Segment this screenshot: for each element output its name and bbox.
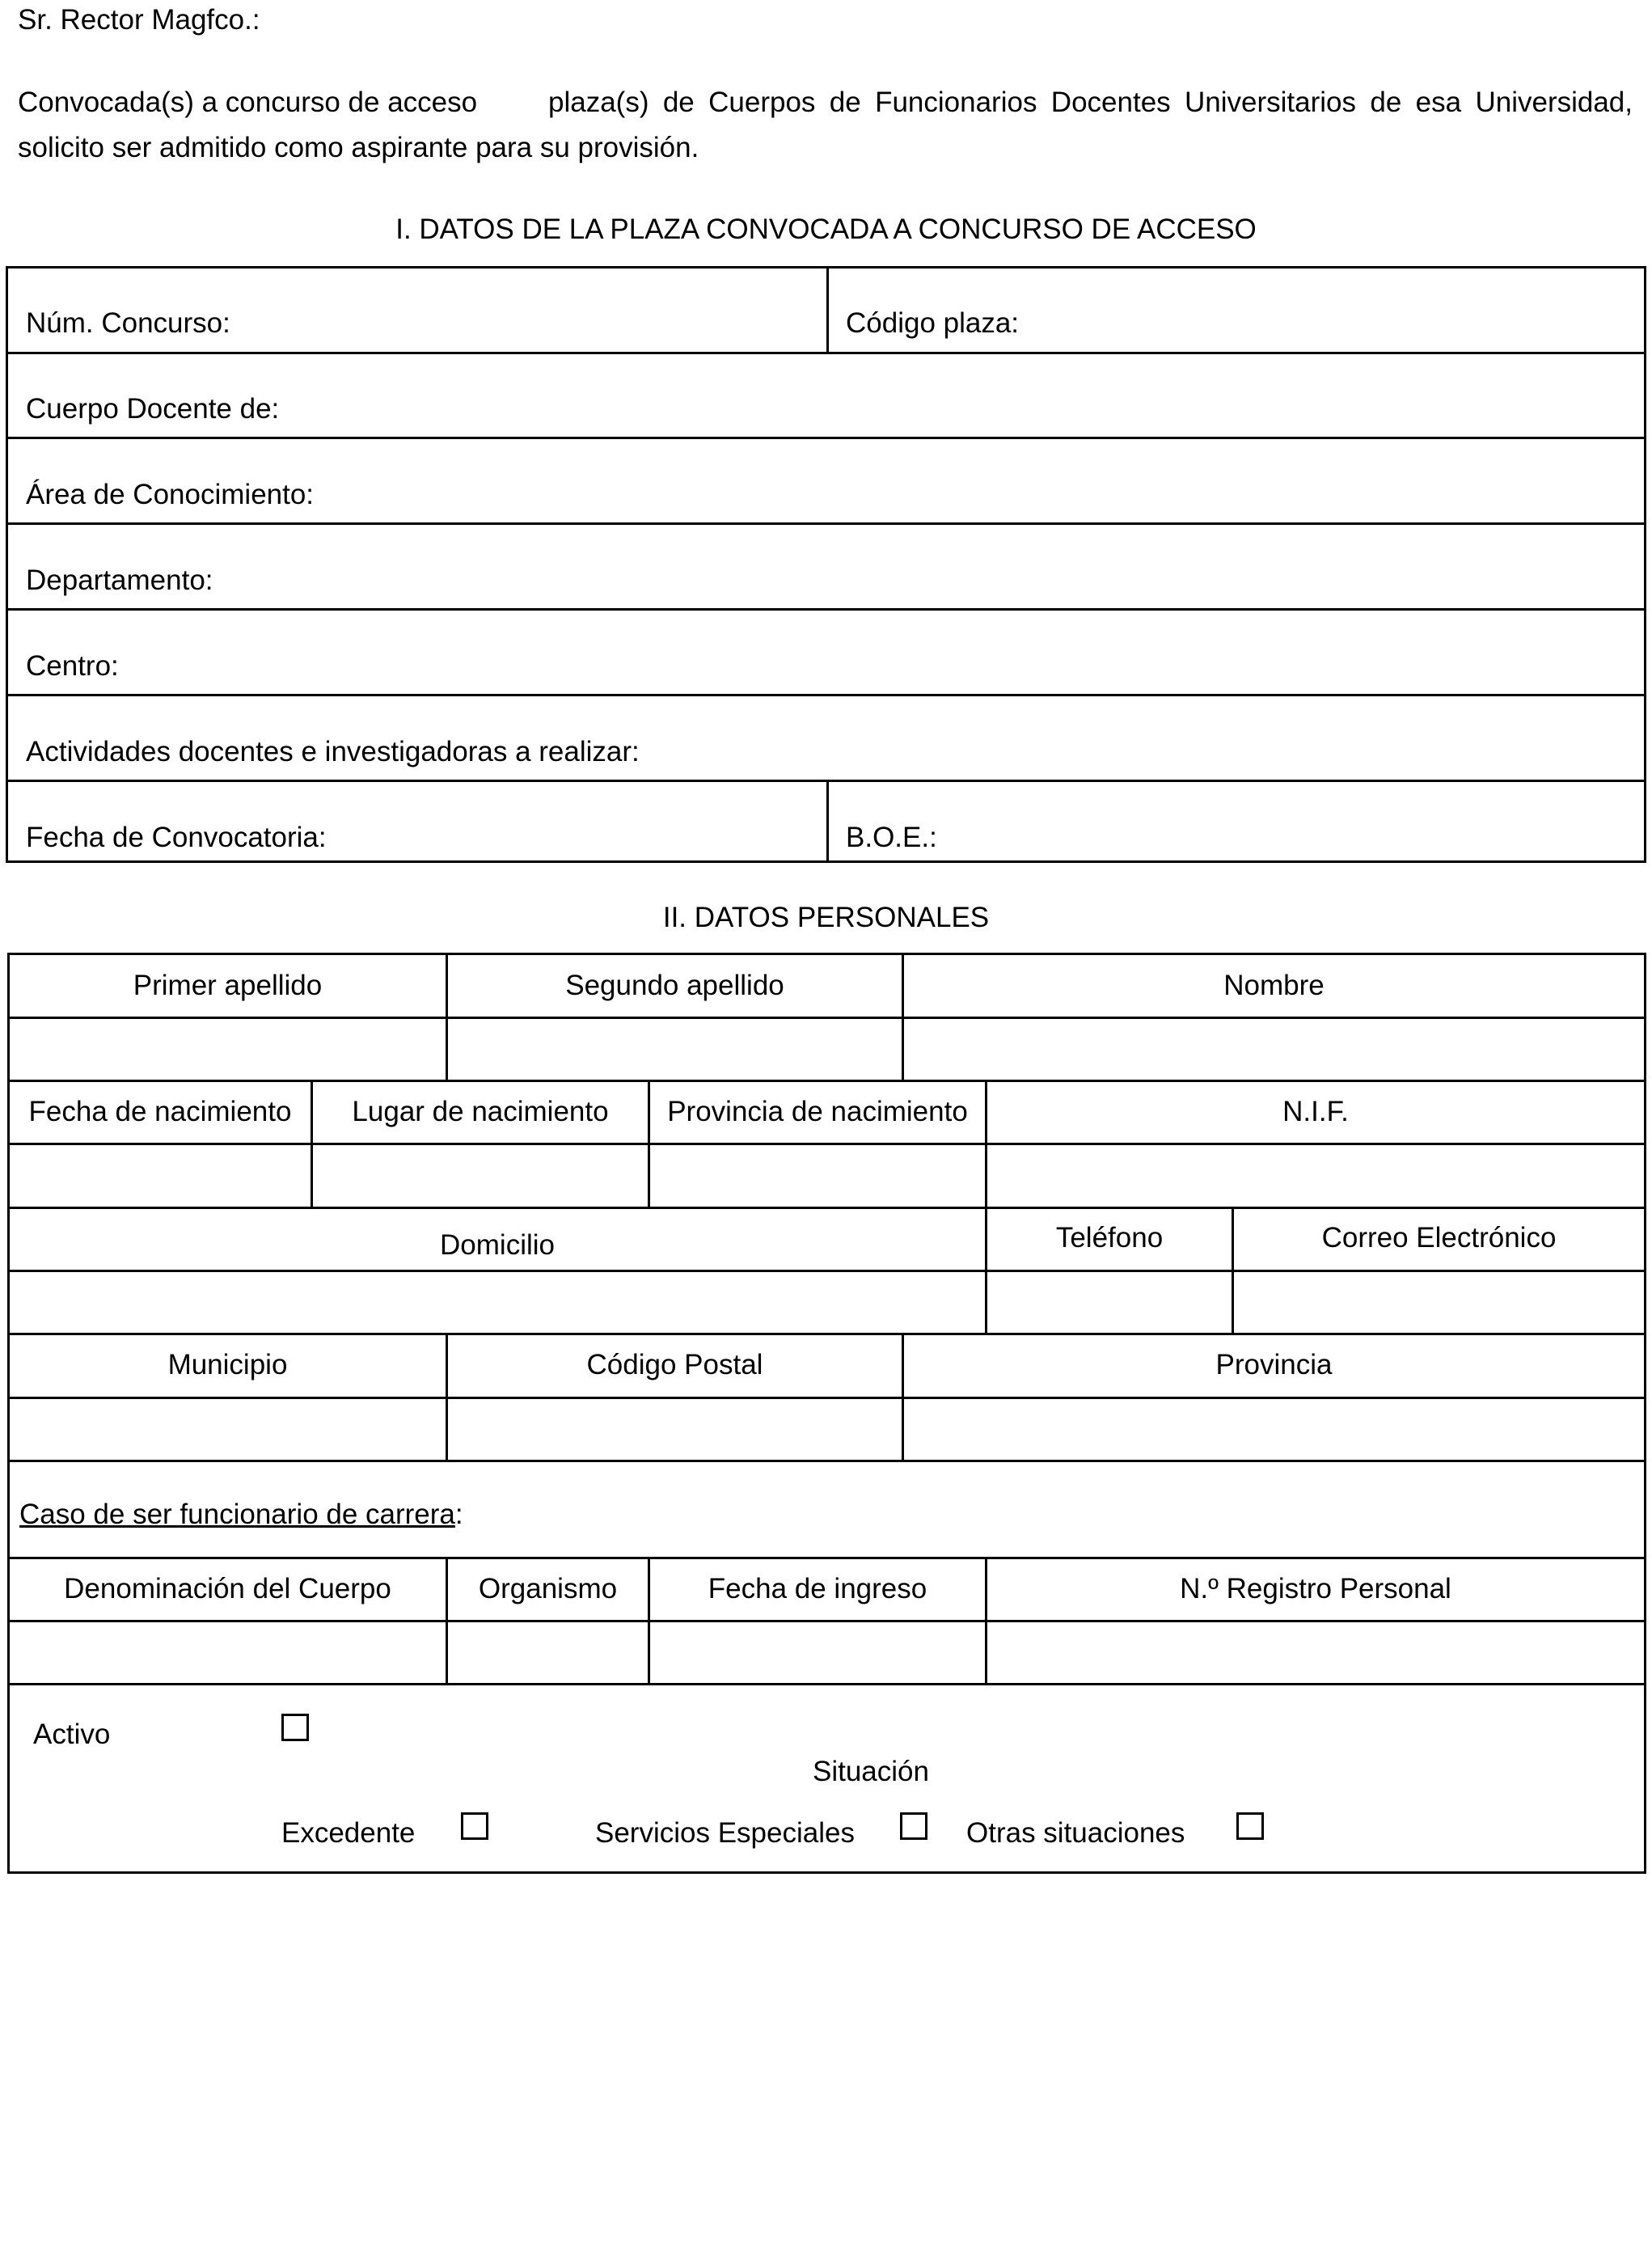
row-divider [10, 1270, 1644, 1272]
primer-apellido-input[interactable] [18, 1023, 438, 1073]
codigo-postal-input[interactable] [456, 1403, 893, 1455]
segundo-apellido-header: Segundo apellido [565, 970, 784, 1001]
otras-situaciones-label: Otras situaciones [966, 1817, 1185, 1849]
fecha-nacimiento-input[interactable] [18, 1149, 304, 1201]
activo-checkbox[interactable] [281, 1714, 309, 1741]
area-label: Área de Conocimiento: [26, 479, 315, 510]
num-concurso-input[interactable] [267, 301, 817, 346]
col-divider [826, 268, 829, 352]
plaza-data-table [6, 266, 1646, 863]
provincia-header: Provincia [1215, 1349, 1333, 1380]
salutation: Sr. Rector Magfco.: [18, 4, 260, 36]
num-concurso-label: Núm. Concurso: [26, 307, 230, 339]
row-divider [8, 608, 1644, 611]
row-divider [10, 1557, 1644, 1559]
codigo-postal-header: Código Postal [586, 1349, 763, 1380]
excedente-checkbox[interactable] [461, 1812, 488, 1840]
actividades-label: Actividades docentes e investigadoras a realizar: [26, 736, 640, 767]
row-divider [8, 694, 1644, 696]
boe-input[interactable] [954, 815, 1625, 860]
denominacion-input[interactable] [18, 1626, 438, 1678]
nif-header: N.I.F. [1282, 1096, 1349, 1127]
segundo-apellido-input[interactable] [456, 1023, 893, 1073]
row-divider [10, 1017, 1644, 1019]
nif-input[interactable] [994, 1149, 1637, 1201]
departamento-label: Departamento: [26, 564, 213, 596]
row-divider [10, 1080, 1644, 1082]
fecha-nacimiento-header: Fecha de nacimiento [28, 1096, 292, 1127]
provincia-nacimiento-input[interactable] [657, 1149, 978, 1201]
correo-input[interactable] [1240, 1276, 1637, 1328]
fecha-ingreso-header: Fecha de ingreso [708, 1573, 927, 1604]
personal-data-table [7, 953, 1646, 1874]
servicios-especiales-checkbox[interactable] [900, 1812, 927, 1840]
cuerpo-docente-input[interactable] [315, 387, 1625, 432]
codigo-plaza-input[interactable] [1059, 301, 1625, 346]
situacion-label: Situación [813, 1756, 929, 1787]
domicilio-input[interactable] [18, 1276, 978, 1328]
municipio-header: Municipio [167, 1349, 288, 1380]
row-divider [10, 1397, 1644, 1399]
correo-header: Correo Electrónico [1321, 1222, 1557, 1254]
organismo-header: Organismo [478, 1573, 618, 1604]
plazas-count-input[interactable] [503, 86, 547, 120]
section1-title: I. DATOS DE LA PLAZA CONVOCADA A CONCURSO DE ACCESO [395, 214, 1257, 245]
denominacion-header: Denominación del Cuerpo [64, 1573, 391, 1604]
funcionario-colon: : [454, 1499, 463, 1530]
intro-line1-left: Convocada(s) a concurso de acceso [18, 87, 478, 118]
funcionario-label-wrap [19, 1499, 463, 1531]
funcionario-label: Caso de ser funcionario de carrera [19, 1499, 455, 1530]
lugar-nacimiento-header: Lugar de nacimiento [352, 1096, 609, 1127]
fecha-convocatoria-input[interactable] [348, 815, 817, 860]
lugar-nacimiento-input[interactable] [319, 1149, 641, 1201]
excedente-label: Excedente [281, 1817, 416, 1849]
otras-situaciones-checkbox[interactable] [1236, 1812, 1264, 1840]
row-divider [10, 1620, 1644, 1622]
organismo-input[interactable] [454, 1626, 641, 1678]
row-divider [10, 1333, 1644, 1335]
intro-line2: solicito ser admitido como aspirante para su provisión. [18, 132, 699, 163]
row-divider [10, 1207, 1644, 1209]
row-divider [8, 437, 1644, 439]
row-divider [10, 1143, 1644, 1145]
actividades-input[interactable] [679, 729, 1625, 775]
centro-label: Centro: [26, 650, 119, 682]
row-divider [10, 1460, 1644, 1462]
nombre-header: Nombre [1223, 970, 1325, 1001]
fecha-ingreso-input[interactable] [657, 1626, 978, 1678]
row-divider [8, 522, 1644, 525]
activo-label: Activo [33, 1719, 111, 1750]
row-divider [10, 1683, 1644, 1685]
telefono-input[interactable] [994, 1276, 1225, 1328]
centro-input[interactable] [154, 644, 1625, 689]
provincia-input[interactable] [912, 1403, 1636, 1455]
provincia-nacimiento-header: Provincia de nacimiento [667, 1096, 968, 1127]
fecha-convocatoria-label: Fecha de Convocatoria: [26, 822, 327, 853]
boe-label: B.O.E.: [846, 822, 937, 853]
telefono-header: Teléfono [1055, 1222, 1164, 1254]
domicilio-header: Domicilio [440, 1229, 555, 1261]
registro-input[interactable] [994, 1626, 1637, 1678]
servicios-especiales-label: Servicios Especiales [595, 1817, 855, 1849]
area-input[interactable] [348, 472, 1625, 518]
registro-header: N.º Registro Personal [1180, 1573, 1451, 1604]
municipio-input[interactable] [18, 1403, 438, 1455]
row-divider [8, 352, 1644, 354]
intro-line1-right: plaza(s) de Cuerpos de Funcionarios Docentes Universitarios de esa Universidad, [548, 87, 1633, 118]
nombre-input[interactable] [912, 1023, 1636, 1073]
codigo-plaza-label: Código plaza: [846, 307, 1020, 339]
primer-apellido-header: Primer apellido [133, 970, 323, 1001]
section2-title: II. DATOS PERSONALES [662, 902, 990, 933]
cuerpo-docente-label: Cuerpo Docente de: [26, 393, 280, 425]
departamento-input[interactable] [251, 558, 1625, 603]
col-divider [826, 780, 829, 863]
